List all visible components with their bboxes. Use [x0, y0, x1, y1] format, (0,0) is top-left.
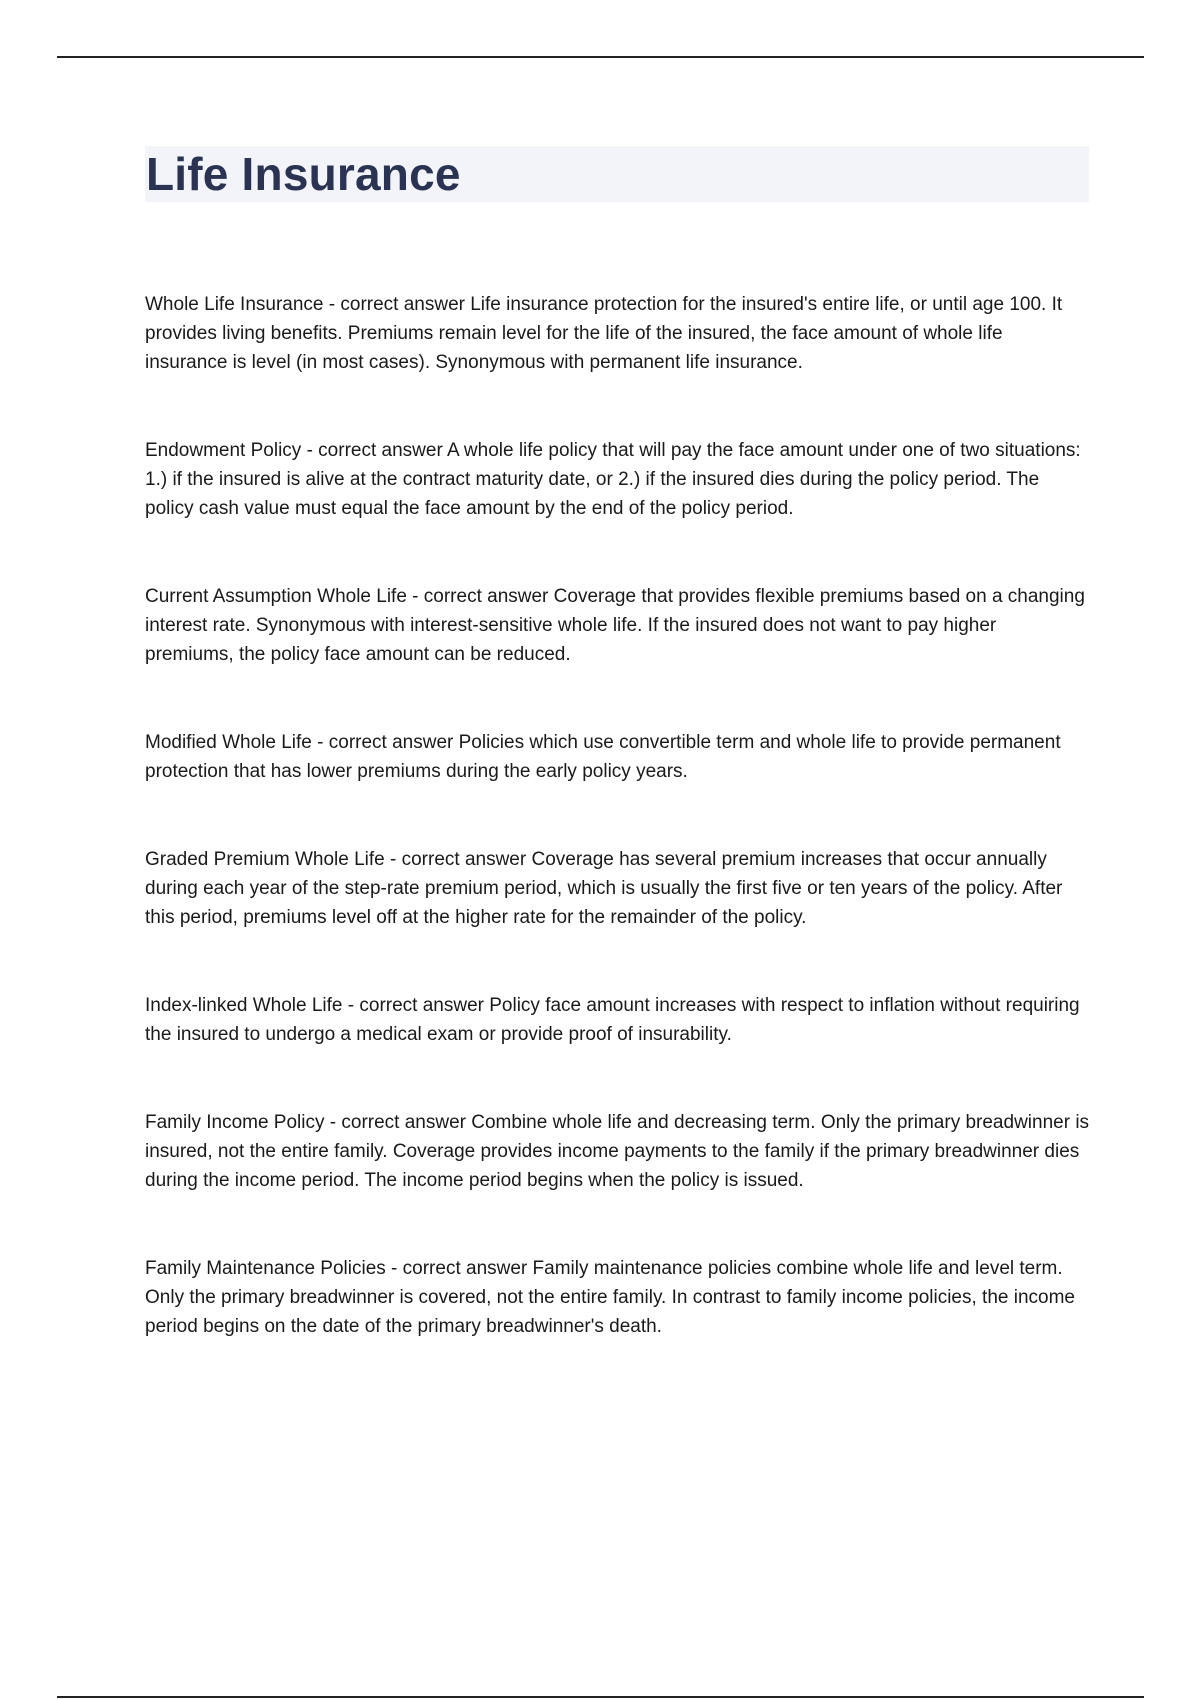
- entry-modified-whole-life: Modified Whole Life - correct answer Policies which use convertible term and whole life to provide permanent protection that has lower premiums during the early policy years.: [145, 732, 1061, 782]
- bottom-rule: [57, 1696, 1144, 1698]
- entry-family-maintenance-policies: Family Maintenance Policies - correct answer Family maintenance policies combine whole life and level term. Only the primary breadwinner is covered, not the entire family. In contrast to family income policies, the income period begins on the date of the primary breadwinner's death.: [145, 1258, 1075, 1337]
- entry-graded-premium-whole-life: Graded Premium Whole Life - correct answer Coverage has several premium increases that occur annually during each year of the step-rate premium period, which is usually the first five or ten years of the policy. After this period, premiums level off at the higher rate for the remainder of the policy.: [145, 849, 1063, 928]
- entry-list: [145, 290, 1090, 1400]
- entry-index-linked-whole-life: Index-linked Whole Life - correct answer Policy face amount increases with respect to inflation without requiring the insured to undergo a medical exam or provide proof of insurability.: [145, 995, 1080, 1045]
- entry-current-assumption-whole-life: Current Assumption Whole Life - correct answer Coverage that provides flexible premiums based on a changing interest rate. Synonymous with interest-sensitive whole life. If the insured does not want to pay higher premiums, the policy face amount can be reduced.: [145, 586, 1085, 665]
- page-title: Life Insurance: [146, 148, 461, 200]
- entry-whole-life-insurance: Whole Life Insurance - correct answer Life insurance protection for the insured's entire life, or until age 100. It provides living benefits. Premiums remain level for the life of the insured, the face amount of whole life insurance is level (in most cases). Synonymous with permanent life insurance.: [145, 294, 1063, 373]
- entry-family-income-policy: Family Income Policy - correct answer Combine whole life and decreasing term. Only the primary breadwinner is insured, not the entire family. Coverage provides income payments to the family if the primary breadwinner dies during the income period. The income period begins when the policy is issued.: [145, 1112, 1090, 1191]
- top-rule: [57, 56, 1144, 58]
- entry-endowment-policy: Endowment Policy - correct answer A whole life policy that will pay the face amount under one of two situations: 1.) if the insured is alive at the contract maturity date, or 2.) if the insured dies during the policy period. The policy cash value must equal the face amount by the end of the policy period.: [145, 440, 1081, 519]
- title-band: [145, 146, 1089, 202]
